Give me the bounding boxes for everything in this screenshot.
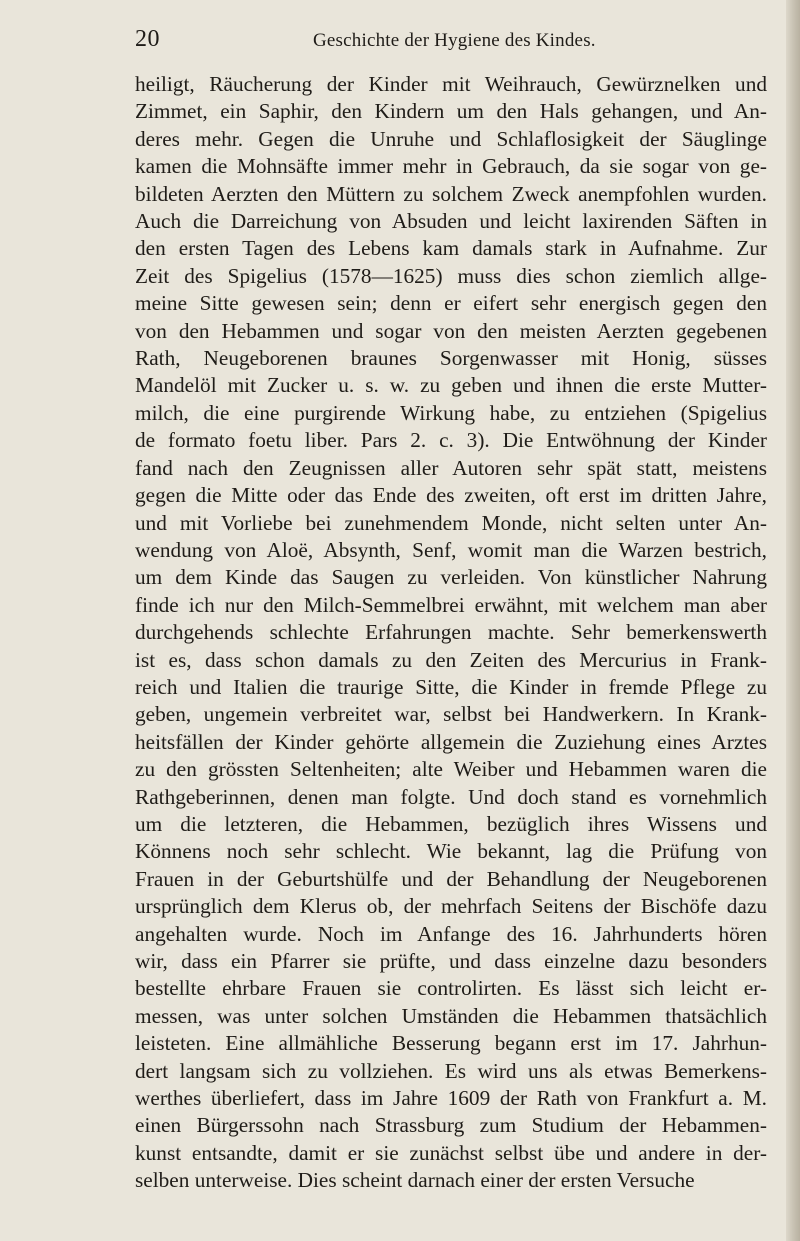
text-line: milch, die eine purgirende Wirkung habe, zu entziehen (Spigelius — [135, 400, 767, 425]
text-line: einen Bürgerssohn nach Strassburg zum Studium der Hebammen- — [135, 1113, 767, 1138]
text-line: dert langsam sich zu vollziehen. Es wird uns als etwas Bemerkens- — [135, 1058, 767, 1083]
text-line: heiligt, Räucherung der Kinder mit Weihrauch, Gewürznelken und — [135, 72, 767, 96]
text-line: von den Hebammen und sogar von den meisten Aerzten gegebenen — [135, 318, 767, 343]
text-line: bildeten Aerzten den Müttern zu solchem Zweck anempfohlen wurden. — [135, 181, 767, 206]
text-line: ursprünglich dem Klerus ob, der mehrfach Seitens der Bischöfe dazu — [135, 894, 767, 919]
text-line: Rath, Neugeborenen braunes Sorgenwasser mit Honig, süsses — [135, 346, 767, 371]
text-line: werthes überliefert, dass im Jahre 1609 der Rath von Frankfurt a. M. — [135, 1086, 767, 1111]
text-line: zu den grössten Seltenheiten; alte Weiber und Hebammen waren die — [135, 757, 767, 782]
text-line: Frauen in der Geburtshülfe und der Behandlung der Neugeborenen — [135, 866, 767, 891]
page-edge-shadow — [786, 0, 800, 1241]
text-line: kunst entsandte, damit er sie zunächst selbst übe und andere in der- — [135, 1140, 767, 1165]
text-line: bestellte ehrbare Frauen sie controlirten. Es lässt sich leicht er- — [135, 976, 767, 1001]
text-line: de formato foetu liber. Pars 2. c. 3). Die Entwöhnung der Kinder — [135, 428, 767, 453]
text-line: wir, dass ein Pfarrer sie prüfte, und dass einzelne dazu besonders — [135, 949, 767, 973]
text-line: Zeit des Spigelius (1578—1625) muss dies schon ziemlich allge- — [135, 263, 767, 288]
text-line: Rathgeberinnen, denen man folgte. Und doch stand es vornehmlich — [135, 784, 767, 809]
text-line: und mit Vorliebe bei zunehmendem Monde, nicht selten unter An- — [135, 510, 767, 535]
text-line: Auch die Darreichung von Absuden und leicht laxirenden Säften in — [135, 209, 767, 234]
text-line: wendung von Aloë, Absynth, Senf, womit man die Warzen bestrich, — [135, 537, 767, 562]
text-line: finde ich nur den Milch-Semmelbrei erwähnt, mit welchem man aber — [135, 592, 767, 617]
text-line: ist es, dass schon damals zu den Zeiten des Mercurius in Frank- — [135, 647, 767, 672]
text-line: deres mehr. Gegen die Unruhe und Schlaflosigkeit der Säuglinge — [135, 126, 767, 151]
text-line: Mandelöl mit Zucker u. s. w. zu geben und ihnen die erste Mutter- — [135, 373, 767, 398]
page-header — [135, 20, 775, 60]
text-line: um die letzteren, die Hebammen, bezüglich ihres Wissens und — [135, 811, 767, 836]
text-line: selben unterweise. Dies scheint darnach einer der ersten Versuche — [135, 1168, 695, 1193]
text-line: gegen die Mitte oder das Ende des zweiten, oft erst im dritten Jahre, — [135, 483, 767, 508]
text-line: durchgehends schlechte Erfahrungen machte. Sehr bemerkenswerth — [135, 620, 767, 645]
text-line: messen, was unter solchen Umständen die Hebammen thatsächlich — [135, 1003, 767, 1028]
text-line: Könnens noch sehr schlecht. Wie bekannt, lag die Prüfung von — [135, 839, 767, 864]
text-line: meine Sitte gewesen sein; denn er eifert sehr energisch gegen den — [135, 291, 767, 316]
text-line: um dem Kinde das Saugen zu verleiden. Von künstlicher Nahrung — [135, 565, 767, 590]
text-line: den ersten Tagen des Lebens kam damals stark in Aufnahme. Zur — [135, 236, 767, 261]
running-head: Geschichte der Hygiene des Kindes. — [313, 30, 596, 51]
text-line: geben, ungemein verbreitet war, selbst bei Handwerkern. In Krank- — [135, 702, 767, 727]
text-line: leisteten. Eine allmähliche Besserung begann erst im 17. Jahrhun- — [135, 1031, 767, 1056]
text-line: kamen die Mohnsäfte immer mehr in Gebrauch, da sie sogar von ge- — [135, 154, 767, 179]
text-line: Zimmet, ein Saphir, den Kindern um den Hals gehangen, und An- — [135, 99, 767, 124]
text-line: fand nach den Zeugnissen aller Autoren sehr spät statt, meistens — [135, 455, 767, 480]
text-line: angehalten wurde. Noch im Anfange des 16. Jahrhunderts hören — [135, 921, 767, 946]
text-line: reich und Italien die traurige Sitte, die Kinder in fremde Pflege zu — [135, 674, 767, 699]
page-number: 20 — [135, 26, 160, 52]
body-text — [135, 71, 767, 1195]
text-line: heitsfällen der Kinder gehörte allgemein die Zuziehung eines Arztes — [135, 729, 767, 754]
